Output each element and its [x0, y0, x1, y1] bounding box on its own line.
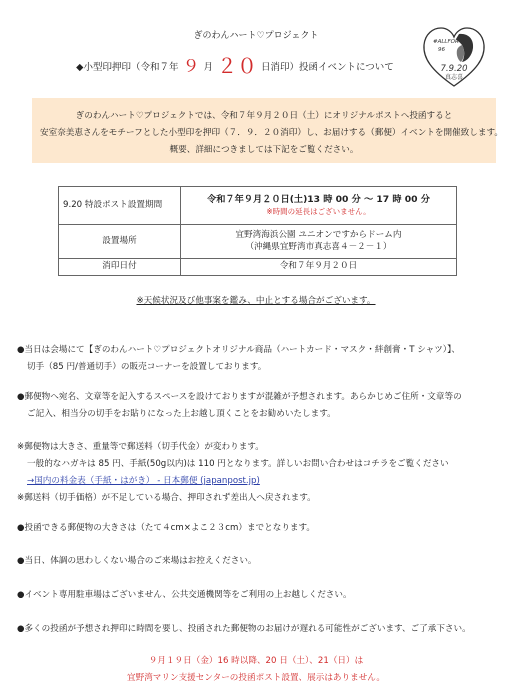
- event-month: ９: [182, 57, 200, 77]
- bullet-6: ●イベント専用駐車場はございません、公共交通機関等をご利用の上お越しください。: [17, 590, 352, 600]
- bullet-5: ●当日、体調の思わしくない場合のご来場はお控えください。: [17, 556, 257, 566]
- period-label: 9.20 特設ポスト設置期間: [59, 187, 181, 225]
- place-value-cell: [181, 225, 457, 259]
- intro-box: [32, 98, 503, 163]
- event-title-prefix: ◆小型印押印（令和７年: [76, 62, 179, 73]
- period-note: ※時間の延長はございません。: [266, 206, 371, 216]
- event-title: [0, 50, 470, 79]
- period-value-cell: [181, 187, 457, 225]
- place-label: 設置場所: [59, 225, 181, 259]
- bullet-7: ●多くの投函が予想され押印に時間を要し、投函された郵便物のお届けが遅れる可能性がございます、ご了承下さい。: [17, 624, 471, 634]
- footer-line-1: ９月１９日（金）16 時以降、20 日（土）、21（日）は: [148, 656, 364, 666]
- heart-stamp-seal: [421, 24, 487, 90]
- bullet-1-line-2: 切手（85 円/普通切手）の販売コーナーを設置しております。: [27, 362, 267, 372]
- date-value: 令和７年９月２０日: [181, 259, 457, 276]
- event-month-unit: 月: [203, 62, 213, 73]
- bullet-3-line-1: ※郵便物は大きさ、重量等で郵送料（切手代金）が変わります。: [17, 442, 264, 452]
- event-info-table: [58, 186, 457, 276]
- table-row-place: [59, 225, 457, 259]
- period-value: 令和７年９月２０日(土)13 時 00 分 ～ 17 時 00 分: [207, 194, 430, 206]
- place-value-line-2: （沖縄県宜野湾市真志喜４－２－１）: [245, 241, 392, 252]
- bullet-2-line-2: ご記入、相当分の切手をお貼りになった上お越し頂くことをお勧めいたします。: [27, 409, 336, 419]
- bullet-1-line-1: ●当日は会場にて【ぎのわんハート♡プロジェクトオリジナル商品（ハートカード・マスク・絆創膏・T シャツ）】、: [17, 345, 460, 355]
- weather-notice: ※天候状況及び他事案を鑑み、中止とする場合がございます。: [136, 296, 376, 306]
- date-label: 消印日付: [59, 259, 181, 276]
- bullet-4: ●投函できる郵便物の大きさは（たて４cm×よこ２３cm）までとなります。: [17, 523, 316, 533]
- stamp-top-text: #ALLFOR: [433, 39, 459, 45]
- footer-line-2: 宜野湾マリン支援センターの投函ポスト設置、展示はありません。: [127, 673, 385, 683]
- project-title: ぎのわんハート♡プロジェクト: [193, 31, 319, 41]
- event-day: ２０: [217, 54, 257, 78]
- bullet-2-line-1: ●郵便物へ宛名、文章等を記入するスペースを設けておりますが混雑が予想されます。あらかじめご住所・文章等の: [17, 392, 462, 402]
- bullet-3-line-3: ※郵送料（切手価格）が不足している場合、押印されず差出人へ戻されます。: [17, 493, 316, 503]
- stamp-top-num: 96: [438, 47, 445, 53]
- stamp-place: 真志喜: [444, 74, 464, 81]
- postage-table-link[interactable]: →国内の料金表（手紙・はがき） - 日本郵便 (japanpost.jp): [27, 476, 260, 486]
- place-value-line-1: 宜野湾海浜公園 ユニオンですからドーム内: [235, 229, 402, 240]
- intro-line-1: ぎのわんハート♡プロジェクトでは、令和７年９月２０日（土）にオリジナルポストへ投函すると: [75, 111, 453, 121]
- intro-line-3: 概要、詳細につきましては下記をご覧ください。: [169, 145, 359, 155]
- bullet-3-line-2: 一般的なハガキは 85 円、手紙(50g以内)は 110 円となります。詳しいお問い合わせはコチラをご覧ください: [27, 459, 449, 469]
- event-title-suffix: 日消印）投函イベントについて: [261, 62, 394, 73]
- table-row-date: [59, 259, 457, 276]
- stamp-date: 7.9.20: [440, 64, 468, 74]
- intro-line-2: 安室奈美恵さんをモチーフとした小型印を押印（７．９．２０消印）し、お届けする（郵便）イベントを開催致します。: [40, 128, 503, 138]
- table-row-period: [59, 187, 457, 225]
